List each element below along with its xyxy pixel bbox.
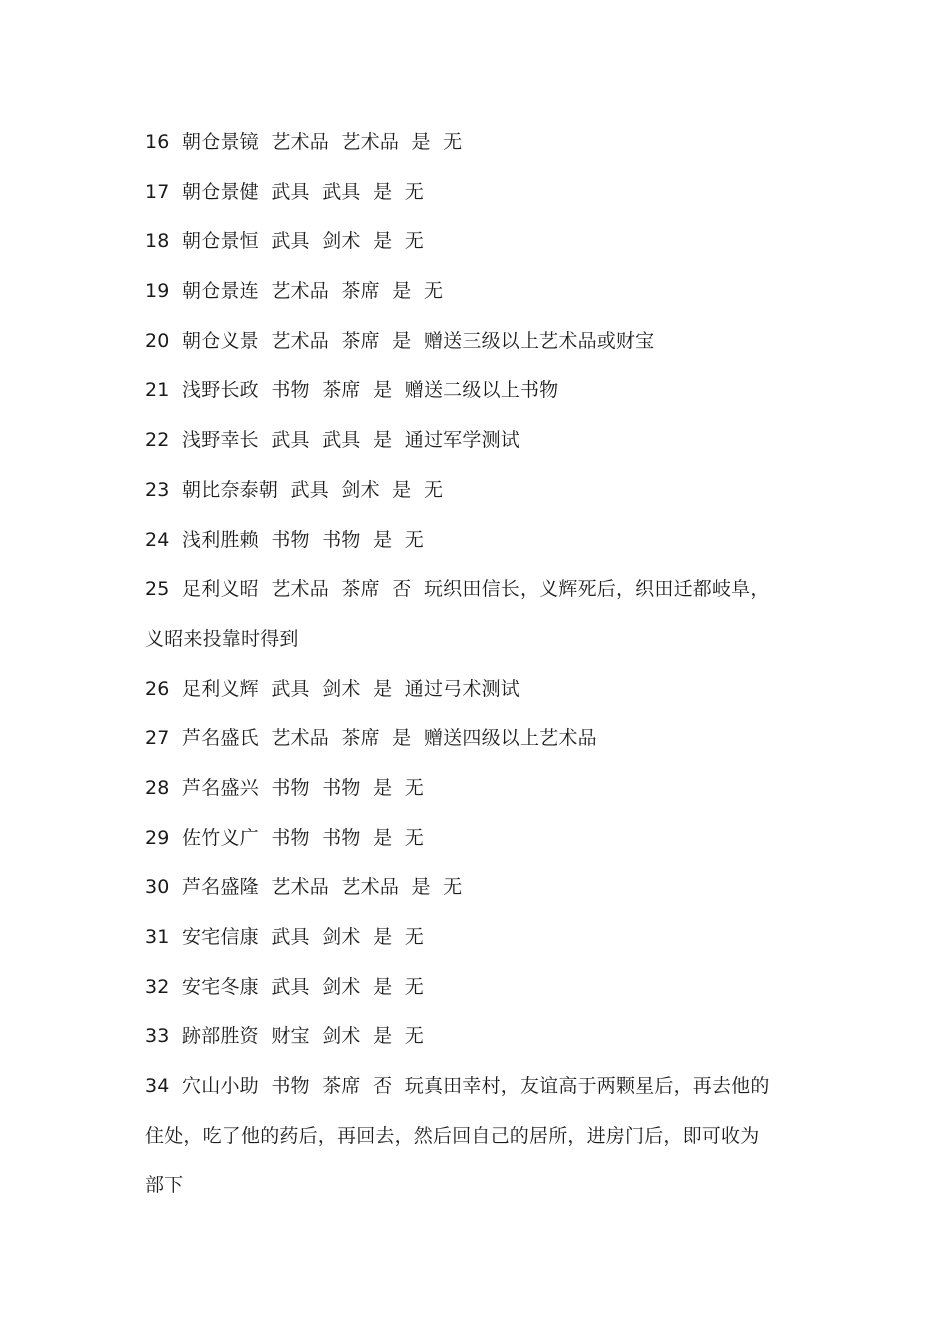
text-line: 22 浅野幸长 武具 武具 是 通过军学测试 bbox=[145, 429, 520, 452]
text-line: 31 安宅信康 武具 剑术 是 无 bbox=[145, 926, 424, 948]
text-line: 24 浅利胜赖 书物 书物 是 无 bbox=[145, 528, 424, 551]
text-line-continuation: 义昭来投靠时得到 bbox=[145, 627, 299, 650]
text-line: 25 足利义昭 艺术品 茶席 否 玩织田信长，义辉死后，织田迁都岐阜， bbox=[145, 578, 770, 601]
text-line: 28 芦名盛兴 书物 书物 是 无 bbox=[145, 776, 424, 799]
text-line: 21 浅野长政 书物 茶席 是 赠送二级以上书物 bbox=[145, 379, 559, 402]
text-line: 33 跡部胜资 财宝 剑术 是 无 bbox=[145, 1025, 424, 1048]
text-line: 34 穴山小助 书物 茶席 否 玩真田幸村，友谊高于两颗星后，再去他的 bbox=[145, 1075, 770, 1098]
text-line: 23 朝比奈泰朝 武具 剑术 是 无 bbox=[145, 478, 444, 501]
text-line: 19 朝仓景连 艺术品 茶席 是 无 bbox=[145, 280, 444, 303]
text-line-continuation: 住处，吃了他的药后，再回去，然后回自己的居所，进房门后，即可收为 bbox=[145, 1124, 760, 1147]
text-line: 20 朝仓义景 艺术品 茶席 是 赠送三级以上艺术品或财宝 bbox=[145, 329, 655, 352]
document-body bbox=[145, 118, 815, 1211]
text-line: 29 佐竹义广 书物 书物 是 无 bbox=[145, 826, 424, 849]
text-line: 30 芦名盛隆 艺术品 艺术品 是 无 bbox=[145, 876, 463, 899]
text-line: 32 安宅冬康 武具 剑术 是 无 bbox=[145, 975, 424, 998]
text-line: 26 足利义辉 武具 剑术 是 通过弓术测试 bbox=[145, 677, 520, 700]
text-line-continuation: 部下 bbox=[145, 1174, 184, 1197]
text-line: 27 芦名盛氏 艺术品 茶席 是 赠送四级以上艺术品 bbox=[145, 727, 597, 750]
text-line: 18 朝仓景恒 武具 剑术 是 无 bbox=[145, 230, 424, 253]
text-line: 17 朝仓景健 武具 武具 是 无 bbox=[145, 180, 424, 203]
text-line: 16 朝仓景镜 艺术品 艺术品 是 无 bbox=[145, 131, 463, 153]
